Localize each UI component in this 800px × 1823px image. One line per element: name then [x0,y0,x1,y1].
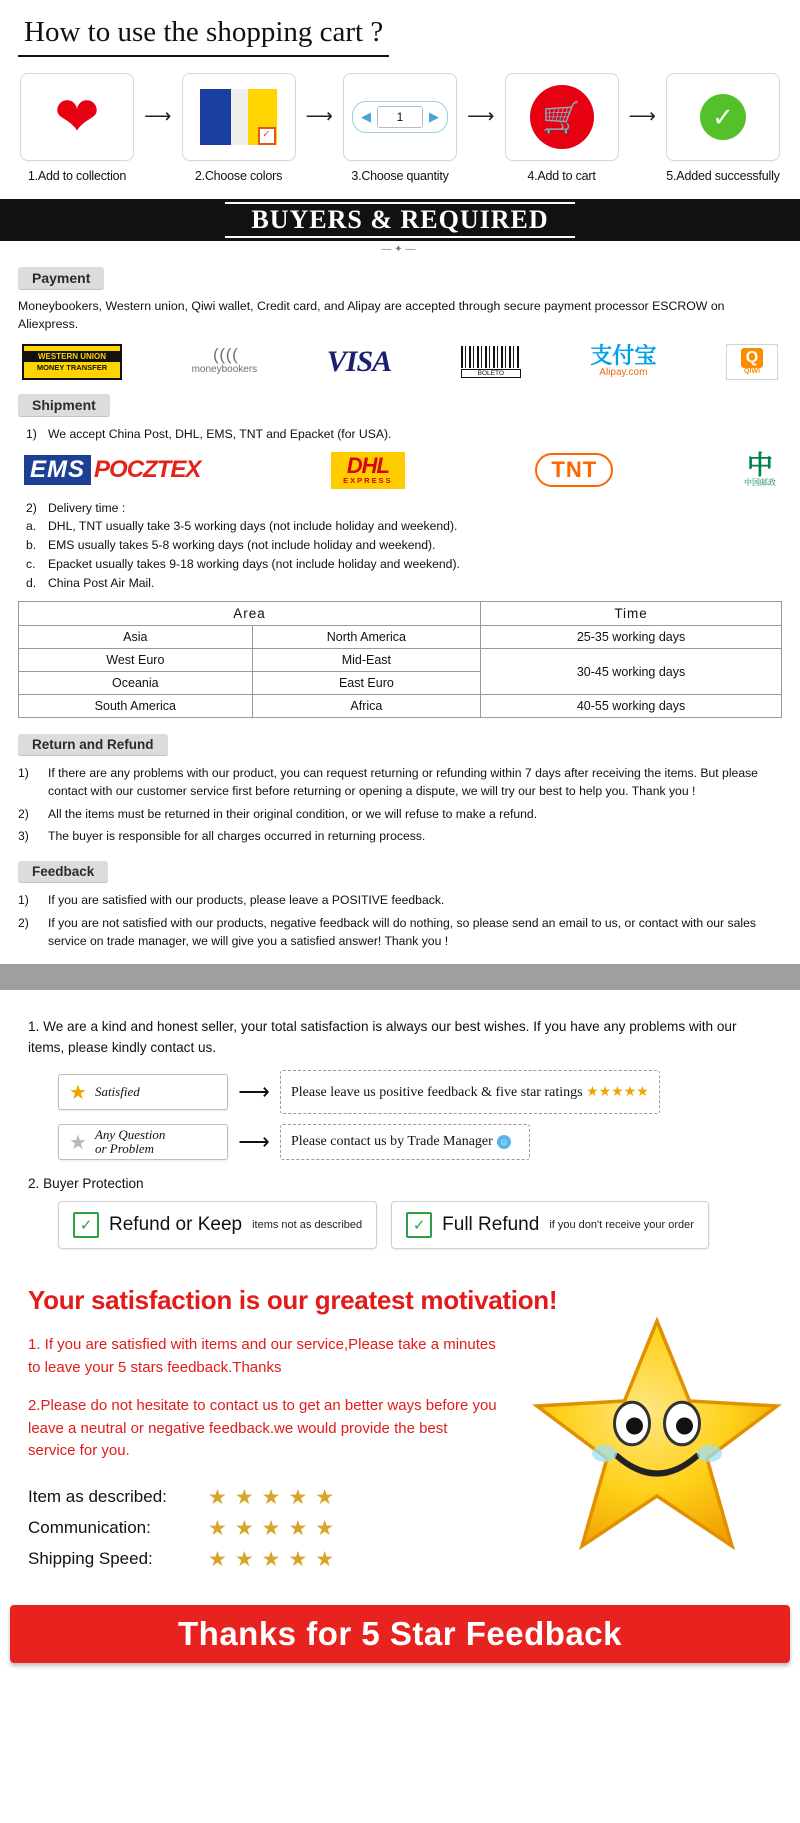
visa-label: VISA [326,344,392,378]
full-refund-subtitle: if you don't receive your order [549,1219,694,1232]
item-number: 2) [18,915,29,930]
item-text: If you are not satisfied with our products, negative feedback will do nothing, so please send an email to us, or contact with our sales service on trade manager, we will give you a satisfied answer! Thank you ! [48,915,756,948]
refund-or-keep-subtitle: items not as described [252,1219,363,1232]
shipment-heading: Shipment [18,394,110,417]
delivery-time-table [18,601,782,718]
pocztex-label: POCZTEX [94,456,201,484]
rating-stars-icon: ★★★★★ [208,1547,343,1571]
china-post-mark-icon: 中 [746,449,773,480]
list-item [18,914,782,951]
refund-or-keep-card [58,1201,377,1249]
check-mark-icon: ✓ [258,127,276,145]
area-cell: Mid-East [252,649,480,672]
delivery-line-d-key: d. [26,576,37,591]
dhl-label: DHL [346,452,389,478]
moneybookers-logo [192,344,258,380]
shipment-section [0,382,800,718]
step-5-label: 5.Added successfully [666,169,780,183]
step-1-label: 1.Add to collection [27,169,127,183]
thanks-text: Thanks for 5 Star Feedback [178,1615,622,1653]
satisfaction-section [0,1271,800,1595]
barcode-icon [461,346,521,368]
area-cell: South America [19,695,253,718]
area-cell: East Euro [252,672,480,695]
howto-step-5 [664,73,782,183]
section-divider [0,964,800,990]
shipment-item-1-text: We accept China Post, DHL, EMS, TNT and Epacket (for USA). [48,426,392,441]
delivery-line-b-key: b. [26,538,37,553]
delivery-line-c-key: c. [26,557,36,572]
moneybookers-label: moneybookers [191,364,258,376]
moneybookers-arcs-icon: ( ( ( ( [212,345,236,365]
rating-label: Shipping Speed: [28,1549,153,1569]
smiling-star-icon [532,1301,782,1571]
ems-label: EMS [24,455,91,485]
buyer-protection-cards [58,1201,772,1249]
item-number: 3) [18,828,29,843]
table-row [19,649,782,672]
item-text: The buyer is responsible for all charges occurred in returning process. [48,828,426,843]
trade-manager-icon: ☺ [497,1135,511,1149]
visa-logo [327,344,391,380]
satisfied-card [58,1074,228,1110]
seller-promise-section [0,990,800,1249]
heart-icon: ❤ [54,87,100,147]
positive-feedback-text: Please leave us positive feedback & five star ratings [291,1084,583,1100]
step-4-label: 4.Add to cart [527,169,596,183]
question-label [95,1128,165,1157]
alipay-chinese-label: 支付宝 [590,343,657,369]
promise-lead-text: 1. We are a kind and honest seller, your total satisfaction is always our best wishes. If you have any problems with our items, please kindly contact us. [28,1019,737,1056]
promise-row-satisfied [58,1070,772,1114]
delivery-line-d-text: China Post Air Mail. [48,576,155,591]
tnt-logo: TNT [535,453,613,487]
howto-step-2 [180,73,298,183]
qiwi-logo [726,344,778,380]
buyers-required-banner [0,199,800,241]
arrow-icon-4: ⟶ [628,105,656,127]
banner-ornament-icon: —✦— [381,244,419,255]
satisfaction-paragraph-2: 2.Please do not hesitate to contact us to get an better ways before you leave a neutral or negative feedback.we would provide the best service for you. [28,1397,497,1460]
step-1-box [20,73,134,161]
area-cell: Africa [252,695,480,718]
item-text: If you are satisfied with our products, please leave a POSITIVE feedback. [48,893,445,908]
list-item [18,805,782,823]
howto-steps [18,73,782,183]
return-refund-section [0,722,800,845]
list-item [18,827,782,845]
payment-logos [22,344,778,380]
thanks-banner [10,1605,790,1663]
satisfaction-title: Your satisfaction is our greatest motivation! [28,1285,558,1316]
banner-title: BUYERS & REQUIRED [225,202,574,238]
area-cell: West Euro [19,649,253,672]
table-header-time: Time [481,602,782,626]
boleto-logo [461,344,521,380]
payment-heading: Payment [18,267,104,290]
area-cell: North America [252,626,480,649]
qiwi-label: QIWI [743,368,760,376]
arrow-icon-2: ⟶ [305,105,333,127]
question-label-line1: Any Question [94,1127,166,1142]
shopping-cart-icon: 🛒 [530,85,594,149]
return-refund-heading: Return and Refund [18,734,168,756]
delivery-line-a-text: DHL, TNT usually take 3-5 working days (not include holiday and weekend). [48,519,458,534]
item-number: 2) [18,806,29,821]
buyer-protection-title: 2. Buyer Protection [28,1176,144,1192]
area-cell: Asia [19,626,253,649]
western-union-logo [22,344,122,380]
step-5-box [666,73,780,161]
full-refund-title: Full Refund [442,1214,540,1236]
shipment-item-1 [18,425,782,444]
howto-section [0,0,800,183]
feedback-list [18,891,782,950]
stepper-left-icon: ◀ [361,109,371,124]
feedback-heading: Feedback [18,861,108,883]
step-4-box [505,73,619,161]
payment-text: Moneybookers, Western union, Qiwi wallet, Credit card, and Alipay are accepted through secure payment processor ESCROW on Aliexpress. [18,299,725,331]
dhl-logo [331,452,404,489]
arrow-icon-3: ⟶ [467,105,495,127]
page-title: How to use the shopping cart ? [18,14,389,57]
step-2-label: 2.Choose colors [194,169,283,183]
shipment-item-2-text: Delivery time : [48,500,126,515]
arrow-icon-1: ⟶ [144,105,172,127]
table-header-row [19,602,782,626]
rating-label: Communication: [28,1518,151,1538]
shipment-item-2 [18,499,782,594]
question-card [58,1124,228,1160]
dhl-express-label: EXPRESS [343,475,393,485]
china-post-logo [744,449,776,488]
howto-step-3 [341,73,459,183]
payment-section [0,255,800,380]
rating-stars-icon: ★★★★★ [208,1516,343,1540]
item-text: All the items must be returned in their original condition, or we will refuse to make a refund. [48,806,538,821]
ems-pocztex-logo [24,455,200,485]
howto-step-4 [503,73,621,183]
green-check-icon: ✓ [406,1212,432,1238]
trade-manager-note [280,1124,530,1160]
item-text: If there are any problems with our product, you can request returning or refunding within 7 days after receiving the items. But please contact with our customer service first before returning or opening a dispute, we will try our best to help you. Thank you ! [48,766,758,799]
list-item [18,764,782,801]
trade-manager-text: Please contact us by Trade Manager [291,1134,493,1150]
alipay-logo [590,344,656,380]
satisfaction-paragraph-1: 1. If you are satisfied with items and our service,Please take a minutes to leave your 5 stars feedback.Thanks [28,1336,496,1376]
question-label-line2: or Problem [94,1141,155,1157]
china-post-label: 中国邮政 [744,477,776,487]
satisfied-label: Satisfied [94,1084,140,1100]
refund-or-keep-title: Refund or Keep [109,1214,243,1236]
gold-star-icon: ★ [69,1081,87,1104]
rating-stars-icon: ★★★★★ [208,1485,343,1509]
carrier-logos [24,449,776,489]
stepper-right-icon: ▶ [429,109,439,124]
feedback-section [0,849,800,950]
step-3-label: 3.Choose quantity [351,169,449,183]
boleto-label: BOLETO [461,369,521,378]
item-number: 1) [18,893,29,908]
grey-star-icon: ★ [69,1131,87,1154]
arrow-icon-satisfied: ⟶ [238,1079,270,1105]
delivery-line-a-key: a. [26,519,37,534]
check-circle-icon: ✓ [700,94,746,140]
positive-feedback-note [280,1070,660,1114]
table-header-area: Area [19,602,481,626]
step-3-box [343,73,457,161]
table-row [19,695,782,718]
delivery-line-b-text: EMS usually takes 5-8 working days (not include holiday and weekend). [48,538,436,553]
howto-step-1 [18,73,136,183]
green-check-icon: ✓ [73,1212,99,1238]
item-number: 1) [18,766,29,781]
color-swatch-icon [200,89,278,145]
time-cell: 30-45 working days [481,649,782,695]
quantity-value: 1 [377,106,423,128]
time-cell: 40-55 working days [481,695,782,718]
time-cell: 25-35 working days [481,626,782,649]
rating-label: Item as described: [28,1487,167,1507]
five-star-rating-icon: ★★★★★ [586,1084,649,1100]
step-2-box [182,73,296,161]
area-cell: Oceania [19,672,253,695]
return-refund-list [18,764,782,845]
western-union-logo-line2: MONEY TRANSFER [36,362,108,372]
delivery-line-c-text: Epacket usually takes 9-18 working days (not include holiday and weekend). [48,557,460,572]
promise-row-question [58,1124,772,1160]
list-item [18,891,782,909]
alipay-english-label: Alipay.com [599,367,648,379]
western-union-logo-line1: WESTERN UNION [24,351,120,362]
shipment-item-2-number: 2) [26,500,37,515]
quantity-stepper-icon [352,101,448,133]
qiwi-letter: Q [741,348,763,368]
full-refund-card [391,1201,709,1249]
table-row [19,626,782,649]
arrow-icon-question: ⟶ [238,1129,270,1155]
shipment-item-1-number: 1) [26,426,37,441]
